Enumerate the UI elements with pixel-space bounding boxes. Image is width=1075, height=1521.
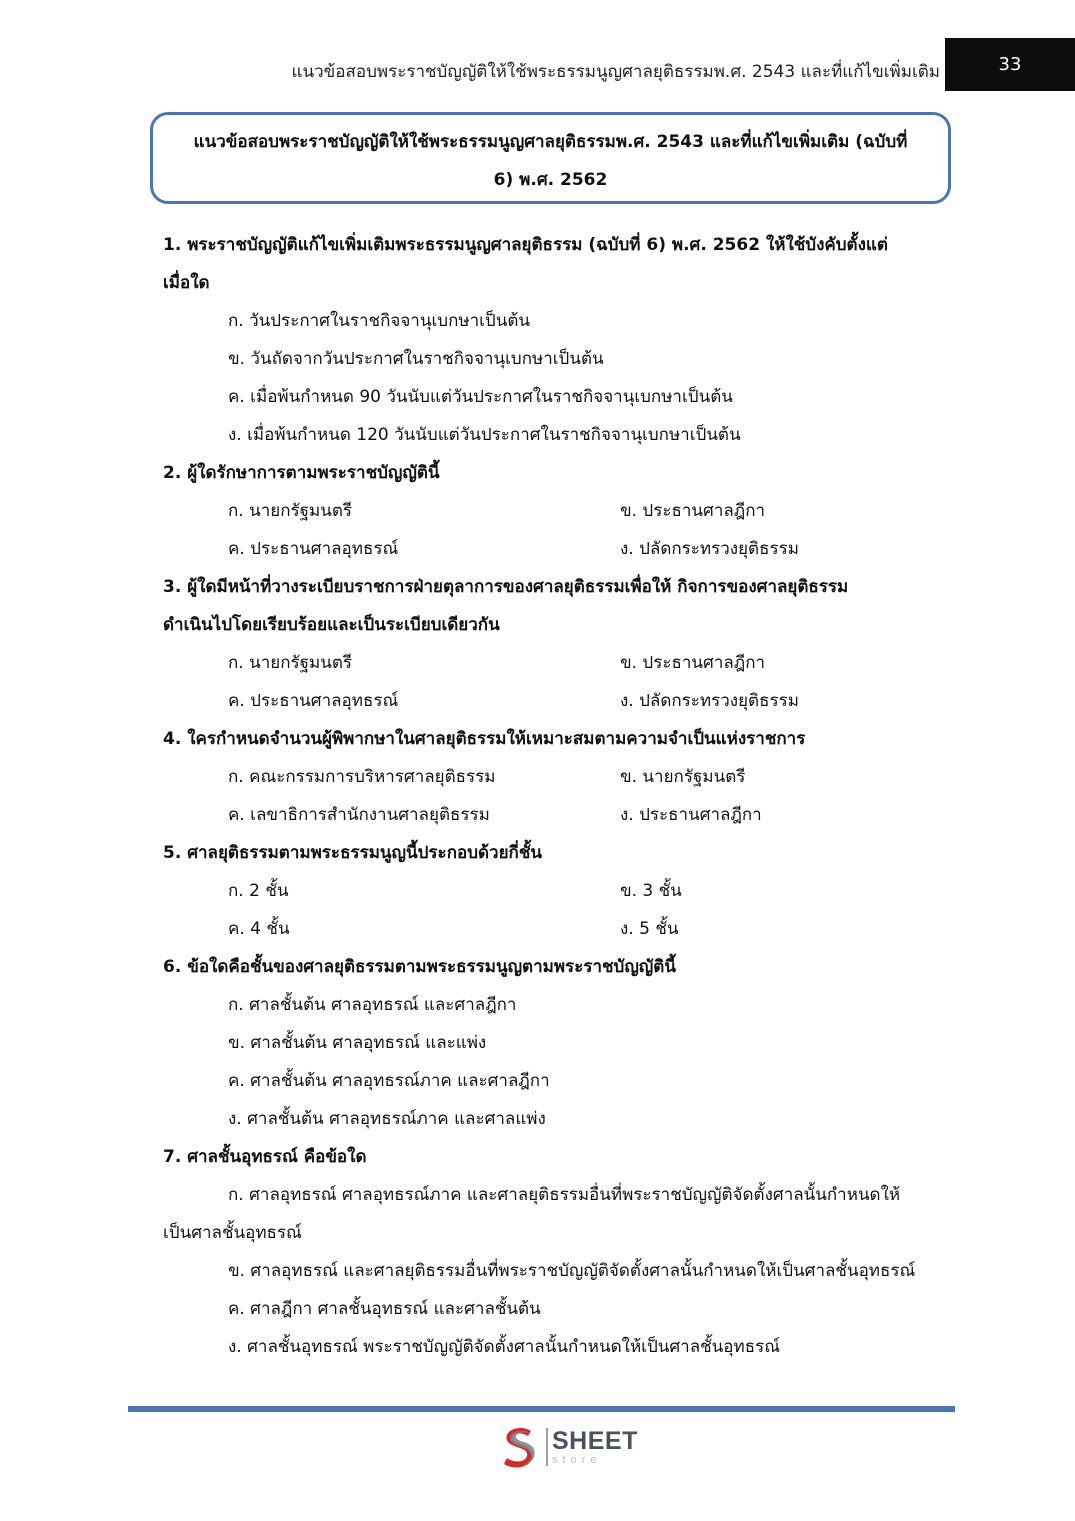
answer-option: ง. ปลัดกระทรวงยุติธรรม — [620, 691, 799, 711]
answer-option: ค. เมื่อพ้นกำหนด 90 วันนับแต่วันประกาศในราชกิจจานุเบกษาเป็นต้น — [228, 387, 733, 407]
question-text: 4. ใครกำหนดจำนวนผู้พิพากษาในศาลยุติธรรมให้เหมาะสมตามความจำเป็นแห่งราชการ — [163, 729, 806, 749]
page-number-box — [945, 38, 1075, 91]
title-box — [150, 112, 951, 204]
answer-option: ข. 3 ชั้น — [620, 881, 682, 901]
question-text: 1. พระราชบัญญัติแก้ไขเพิ่มเติมพระธรรมนูญศาลยุติธรรม (ฉบับที่ 6) พ.ศ. 2562 ให้ใช้บังคับตั้งแต่ — [163, 235, 888, 255]
answer-option: ข. วันถัดจากวันประกาศในราชกิจจานุเบกษาเป็นต้น — [228, 349, 604, 369]
answer-option: ง. ปลัดกระทรวงยุติธรรม — [620, 539, 799, 559]
question-text-continued: ดำเนินไปโดยเรียบร้อยและเป็นระเบียบเดียวกัน — [163, 615, 500, 635]
answer-option: ค. ประธานศาลอุทธรณ์ — [228, 539, 399, 559]
answer-option: ก. ศาลชั้นต้น ศาลอุทธรณ์ และศาลฎีกา — [228, 995, 517, 1015]
question — [163, 834, 943, 948]
question — [163, 568, 943, 720]
answer-option: ข. ศาลอุทธรณ์ และศาลยุติธรรมอื่นที่พระราชบัญญัติจัดตั้งศาลนั้นกำหนดให้เป็นศาลชั้นอุทธรณ์ — [228, 1261, 916, 1281]
question-text: 5. ศาลยุติธรรมตามพระธรรมนูญนี้ประกอบด้วยกี่ชั้น — [163, 843, 542, 863]
answer-option: ค. ประธานศาลอุทธรณ์ — [228, 691, 399, 711]
header-title: แนวข้อสอบพระราชบัญญัติให้ใช้พระธรรมนูญศาลยุติธรรมพ.ศ. 2543 และที่แก้ไขเพิ่มเติม — [291, 62, 940, 82]
question-text: 6. ข้อใดคือชั้นของศาลยุติธรรมตามพระธรรมนูญตามพระราชบัญญัตินี้ — [163, 957, 676, 977]
title-line-1: แนวข้อสอบพระราชบัญญัติให้ใช้พระธรรมนูญศาลยุติธรรมพ.ศ. 2543 และที่แก้ไขเพิ่มเติม (ฉบับที่ — [193, 132, 908, 152]
sheet-store-logo — [498, 1425, 638, 1469]
answer-option: ค. ศาลฎีกา ศาลชั้นอุทธรณ์ และศาลชั้นต้น — [228, 1299, 541, 1319]
question — [163, 948, 943, 1138]
question — [163, 454, 943, 568]
question-text-continued: เมื่อใด — [163, 273, 210, 293]
question — [163, 1138, 943, 1366]
question-list — [163, 226, 943, 1366]
answer-option: ค. 4 ชั้น — [228, 919, 290, 939]
logo-subword: store — [552, 1453, 602, 1466]
logo-separator — [546, 1428, 548, 1466]
answer-option: ข. นายกรัฐมนตรี — [620, 767, 746, 787]
answer-option: ข. ประธานศาลฎีกา — [620, 653, 766, 673]
answer-option-continued: เป็นศาลชั้นอุทธรณ์ — [163, 1223, 302, 1243]
question — [163, 720, 943, 834]
question — [163, 226, 943, 454]
question-text: 7. ศาลชั้นอุทธรณ์ คือข้อใด — [163, 1147, 367, 1167]
question-text: 2. ผู้ใดรักษาการตามพระราชบัญญัตินี้ — [163, 463, 440, 483]
answer-option: ง. เมื่อพ้นกำหนด 120 วันนับแต่วันประกาศในราชกิจจานุเบกษาเป็นต้น — [228, 425, 741, 445]
title-line-2: 6) พ.ศ. 2562 — [493, 170, 608, 190]
logo-word: SHEET — [552, 1426, 638, 1455]
answer-option: ข. ประธานศาลฎีกา — [620, 501, 766, 521]
answer-option: ค. เลขาธิการสำนักงานศาลยุติธรรม — [228, 805, 490, 825]
answer-option: ก. 2 ชั้น — [228, 881, 289, 901]
answer-option: ค. ศาลชั้นต้น ศาลอุทธรณ์ภาค และศาลฎีกา — [228, 1071, 550, 1091]
page-number: 33 — [998, 54, 1022, 75]
answer-option: ก. ศาลอุทธรณ์ ศาลอุทธรณ์ภาค และศาลยุติธรรมอื่นที่พระราชบัญญัติจัดตั้งศาลนั้นกำหนดให้ — [228, 1185, 901, 1205]
answer-option: ง. 5 ชั้น — [620, 919, 679, 939]
answer-option: ก. คณะกรรมการบริหารศาลยุติธรรม — [228, 767, 496, 787]
sheet-store-logo-icon — [498, 1425, 540, 1469]
answer-option: ก. นายกรัฐมนตรี — [228, 501, 353, 521]
answer-option: ข. ศาลชั้นต้น ศาลอุทธรณ์ และแพ่ง — [228, 1033, 487, 1053]
answer-option: ง. ศาลชั้นอุทธรณ์ พระราชบัญญัติจัดตั้งศาลนั้นกำหนดให้เป็นศาลชั้นอุทธรณ์ — [228, 1337, 780, 1357]
footer-divider — [128, 1406, 955, 1412]
answer-option: ก. นายกรัฐมนตรี — [228, 653, 353, 673]
question-text: 3. ผู้ใดมีหน้าที่วางระเบียบราชการฝ่ายตุลาการของศาลยุติธรรมเพื่อให้ กิจการของศาลยุติธรรม — [163, 577, 849, 597]
answer-option: ง. ศาลชั้นต้น ศาลอุทธรณ์ภาค และศาลแพ่ง — [228, 1109, 546, 1129]
answer-option: ก. วันประกาศในราชกิจจานุเบกษาเป็นต้น — [228, 311, 530, 331]
answer-option: ง. ประธานศาลฎีกา — [620, 805, 762, 825]
